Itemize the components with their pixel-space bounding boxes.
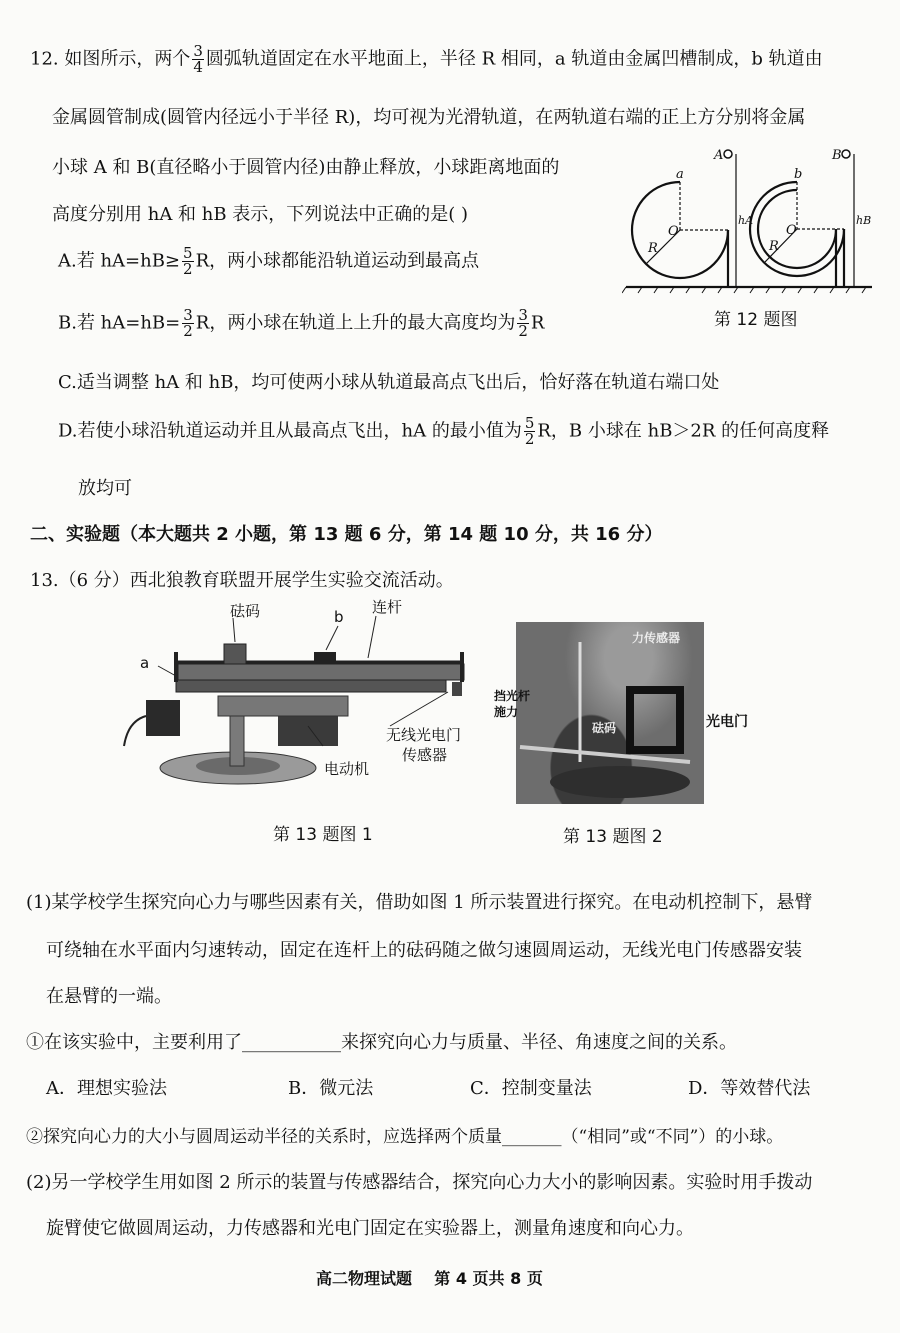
q13-p2-line1: (2)另一学校学生用如图 2 所示的装置与传感器结合，探究向心力大小的影响因素。实验时用手拨动	[26, 1172, 813, 1193]
q13-choice-a: A．理想实验法	[46, 1078, 167, 1099]
q12-line3: 小球 A 和 B(直径略小于圆管内径)由静止释放，小球距离地面的	[52, 157, 560, 178]
q12-option-d: D.若使小球沿轨道运动并且从最高点飞出，hA 的最小值为 $\frac{5}{2}$ R，B 小球在 hB＞2R 的任何高度释	[58, 414, 830, 448]
fig2-label-gate: 光电门	[706, 714, 748, 730]
q12-figure-caption: 第 12 题图	[714, 310, 798, 330]
fig2-label-shield-1: 挡光杆	[494, 689, 531, 703]
fig2-label-weight: 砝码	[592, 721, 617, 735]
q12-option-c: C.适当调整 hA 和 hB，均可使两小球从轨道最高点飞出后，恰好落在轨道右端口处	[58, 372, 720, 393]
q13-p1-line3: 在悬臂的一端。	[46, 986, 172, 1007]
fig1-label-weight: 砝码	[230, 602, 261, 620]
fig2-label-shield-2: 施力	[494, 705, 519, 719]
q12-line4: 高度分别用 hA 和 hB 表示，下列说法中正确的是( )	[52, 204, 469, 225]
q12-line2: 金属圆管制成(圆管内径远小于半径 R)，均可视为光滑轨道，在两轨道右端的正上方分别将金属	[52, 107, 806, 128]
fig1-label-rod: 连杆	[372, 598, 403, 616]
q13-sub2: ②探究向心力的大小与圆周运动半径的关系时，应选择两个质量_______（“相同”或“不同”）的小球。	[26, 1127, 784, 1147]
label-b: b	[794, 167, 803, 182]
label-a: a	[676, 167, 684, 182]
label-R1: R	[648, 241, 658, 256]
fig1-label-sensor-2: 传感器	[402, 746, 448, 764]
label-O1: O	[668, 224, 679, 239]
q12-line1: 12. 如图所示，两个 $\frac{3}{4}$ 圆弧轨道固定在水平地面上，半径 R 相同，a 轨道由金属凹槽制成，b 轨道由	[30, 42, 823, 76]
q13-sub1: ①在该实验中，主要利用了___________来探究向心力与质量、半径、角速度之间的关系。	[26, 1032, 737, 1053]
q13-p1-line1: (1)某学校学生探究向心力与哪些因素有关，借助如图 1 所示装置进行探究。在电动机控制下，悬臂	[26, 892, 813, 913]
fraction-3-4: $\frac{3}{4}$	[193, 42, 203, 76]
fig1-label-motor: 电动机	[324, 760, 370, 778]
label-hA: hA	[738, 214, 754, 227]
section2-heading: 二、实验题（本大题共 2 小题，第 13 题 6 分，第 14 题 10 分，共 16 分）	[30, 524, 663, 545]
fig1-label-sensor-1: 无线光电门	[386, 726, 462, 744]
q13-choice-d: D．等效替代法	[688, 1078, 811, 1099]
q13-p2-line2: 旋臂使它做圆周运动，力传感器和光电门固定在实验器上，测量角速度和向心力。	[46, 1218, 694, 1239]
q13-choice-b: B．微元法	[288, 1078, 374, 1099]
fig1-label-b: b	[334, 608, 344, 626]
q13-figure-1-apparatus	[118, 596, 488, 786]
q13-figure-2-overlay	[490, 622, 780, 807]
fig1-label-a: a	[140, 654, 150, 672]
q12-track-figure	[622, 142, 880, 297]
fig2-label-force-sensor: 力传感器	[632, 631, 681, 645]
label-hB: hB	[856, 214, 872, 227]
page-footer: 高二物理试题 第 4 页共 8 页	[316, 1269, 543, 1288]
q13-intro: 13.（6 分）西北狼教育联盟开展学生实验交流活动。	[30, 570, 454, 591]
q13-figure-1-caption: 第 13 题图 1	[273, 825, 373, 845]
label-A: A	[714, 148, 724, 163]
q13-figure-2-caption: 第 13 题图 2	[563, 827, 663, 847]
q12-option-a: A.若 hA=hB≥ $\frac{5}{2}$ R，两小球都能沿轨道运动到最高点	[58, 244, 480, 278]
label-R2: R	[769, 239, 779, 254]
label-B: B	[832, 148, 842, 163]
q13-p1-line2: 可绕轴在水平面内匀速转动，固定在连杆上的砝码随之做匀速圆周运动，无线光电门传感器安装	[46, 940, 802, 961]
q12-option-d-cont: 放均可	[78, 478, 132, 499]
q12-option-b: B.若 hA=hB= $\frac{3}{2}$ R，两小球在轨道上上升的最大高度均为 $\frac{3}{2}$ R	[58, 306, 545, 340]
q13-choice-c: C．控制变量法	[470, 1078, 592, 1099]
label-O2: O	[786, 223, 797, 238]
